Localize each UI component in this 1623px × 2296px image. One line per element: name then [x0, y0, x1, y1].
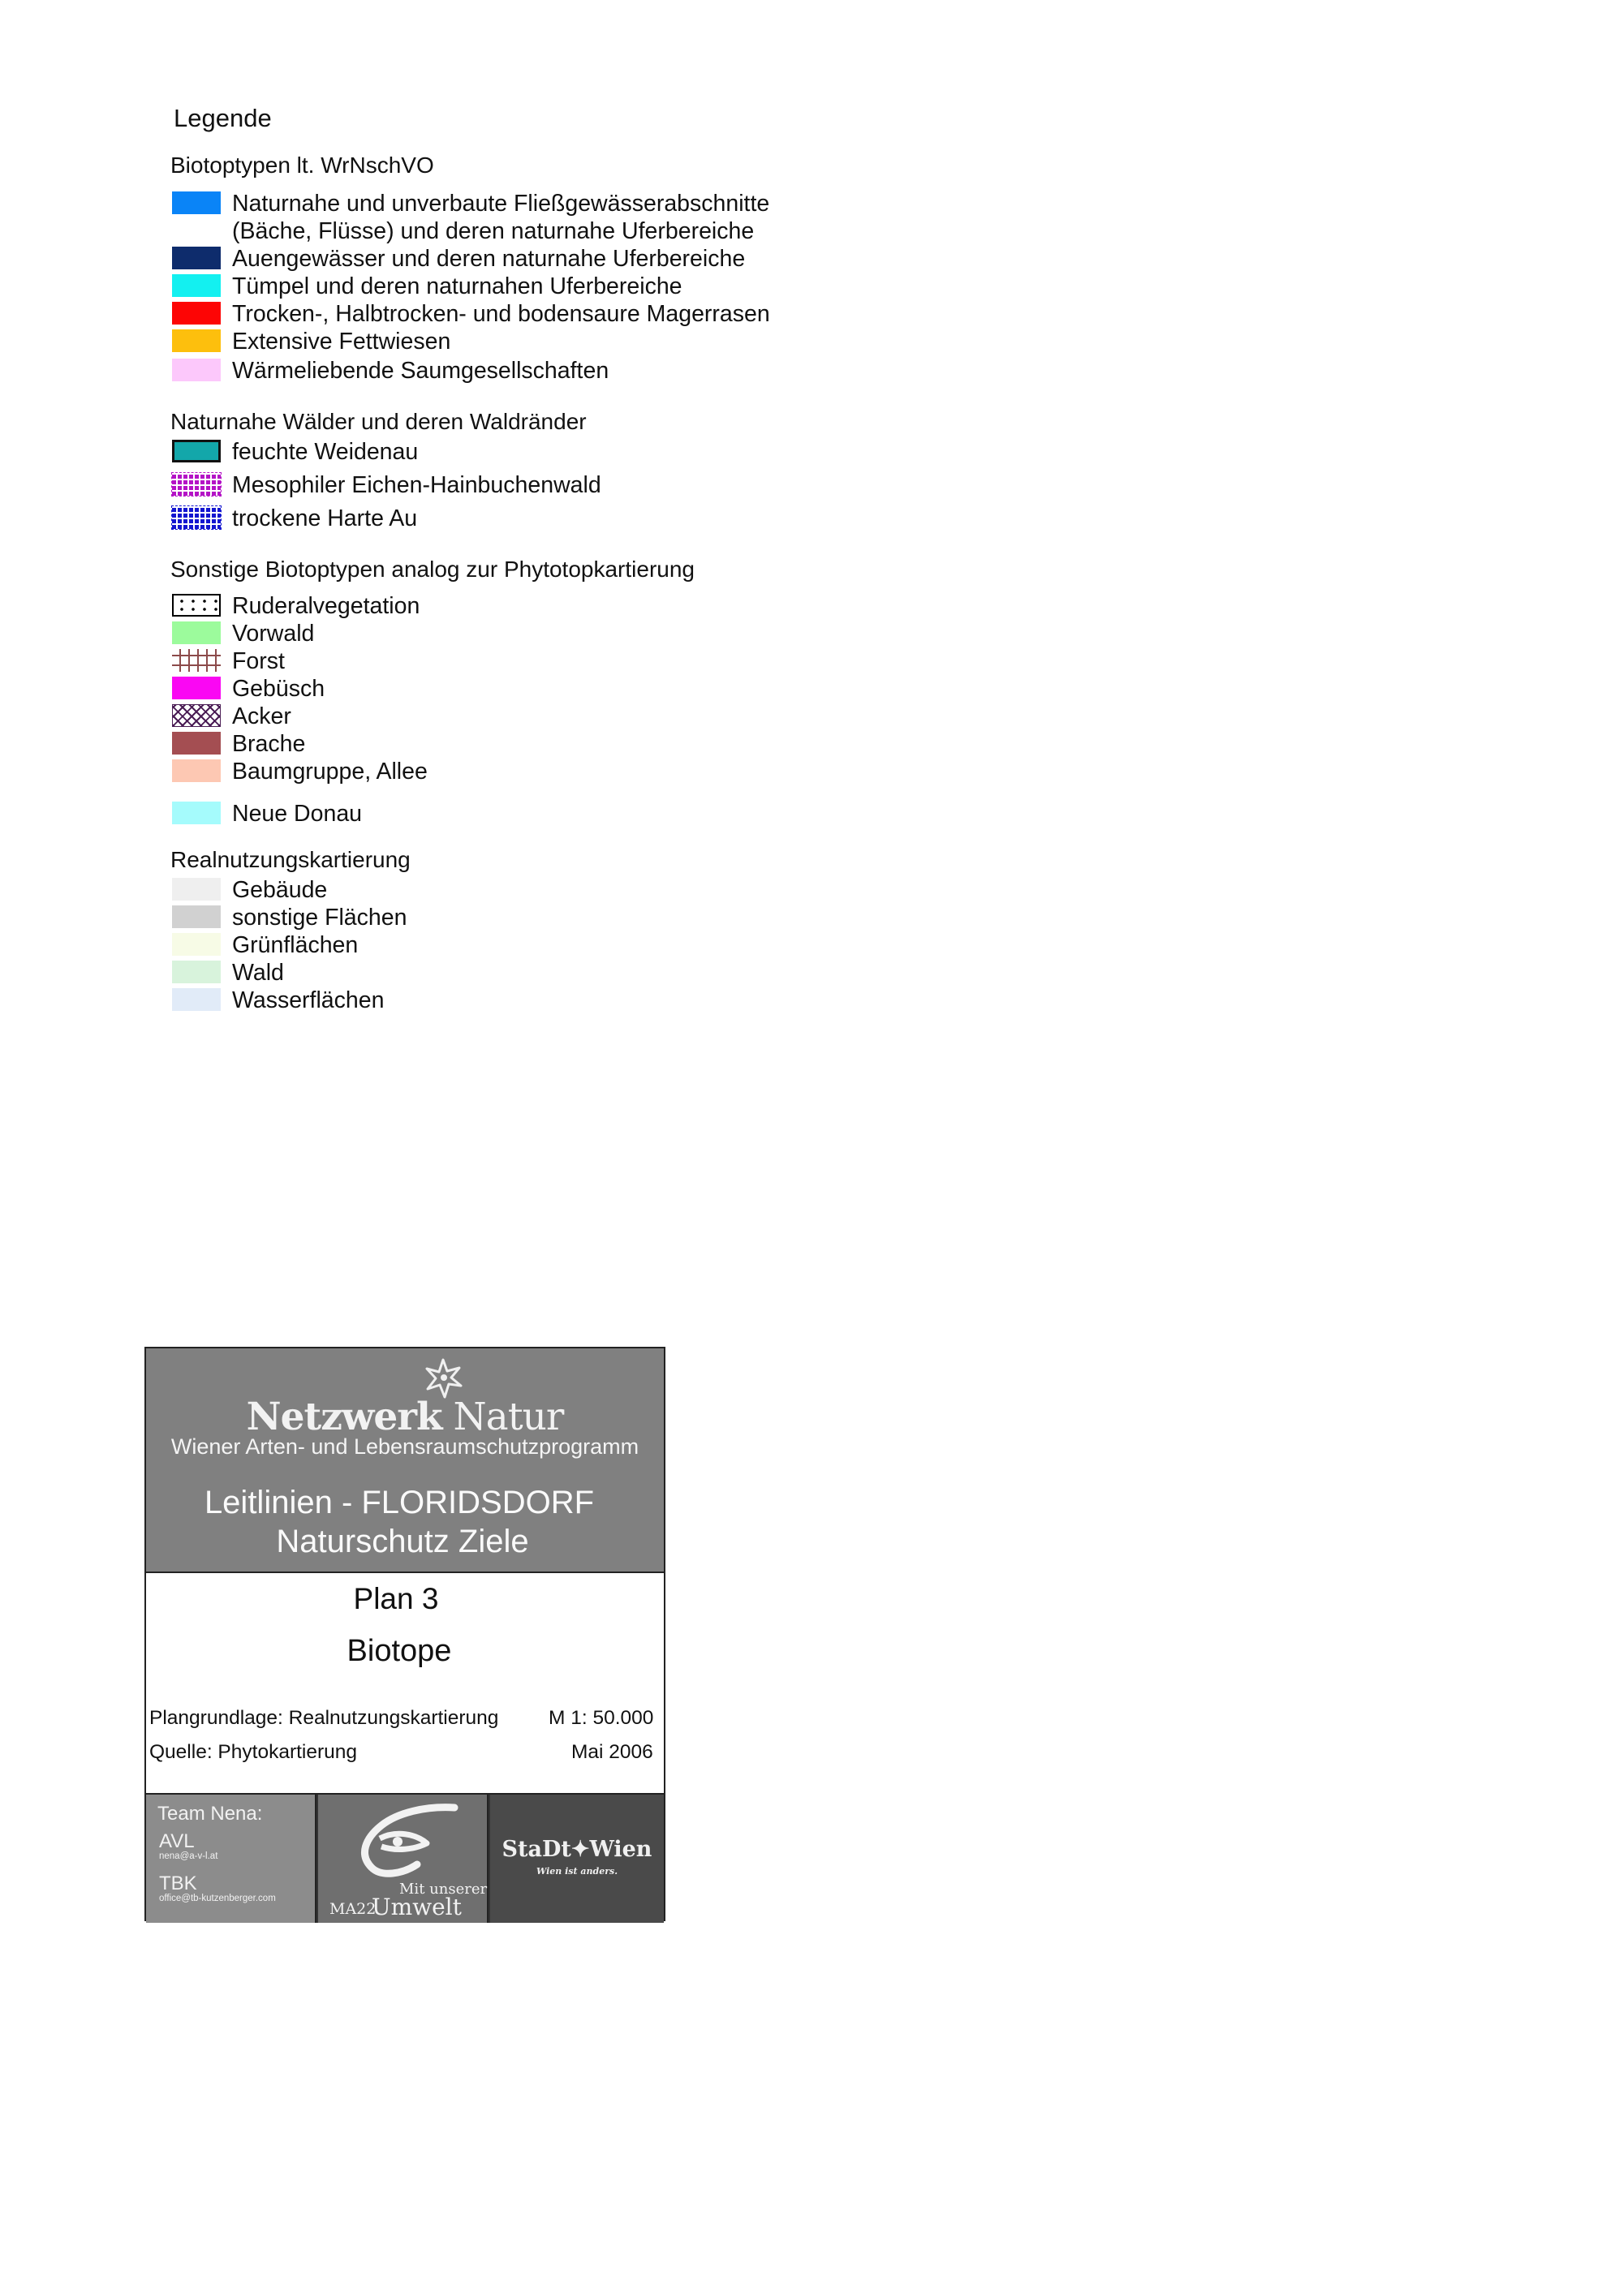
brand-name: [146, 1395, 664, 1439]
legend-swatch: [172, 274, 221, 297]
plan-date: Mai 2006: [571, 1741, 653, 1763]
plan-title-line1: Leitlinien - FLORIDSDORF: [204, 1485, 595, 1520]
plan-title-line2: Naturschutz Ziele: [276, 1524, 529, 1559]
ma22-logo-icon: [349, 1801, 463, 1890]
legend-swatch: [172, 905, 221, 928]
legend-item-label: Extensive Fettwiesen: [232, 329, 451, 355]
legend-swatch: [172, 621, 221, 644]
ma22-code: MA22: [329, 1900, 377, 1918]
legend-section-title: Sonstige Biotoptypen analog zur Phytotopkartierung: [170, 557, 695, 582]
legend-title: Legende: [174, 104, 272, 132]
legend-item-label: Neue Donau: [232, 801, 363, 827]
legend-item-label-line2: (Bäche, Flüsse) und deren naturnahe Uferbereiche: [232, 218, 755, 244]
legend-swatch: [172, 933, 221, 956]
legend-swatch: [172, 802, 221, 824]
plan-source: Quelle: Phytokartierung: [149, 1741, 358, 1763]
title-block-footer: [146, 1793, 664, 1923]
plan-number: Plan 3: [353, 1582, 439, 1615]
legend-item-label: sonstige Flächen: [232, 905, 407, 931]
legend-item-label: Auengewässer und deren naturnahe Uferbereiche: [232, 246, 746, 272]
legend-swatch: [172, 759, 221, 782]
legend-swatch: [172, 329, 221, 352]
legend-swatch: [172, 473, 221, 496]
team-avl-email: nena@a-v-l.at: [159, 1851, 218, 1861]
legend-swatch: [172, 649, 221, 672]
title-block-header: [146, 1348, 664, 1573]
legend-swatch: [172, 247, 221, 269]
ma22-panel: [318, 1795, 489, 1923]
stadt-wien-panel: [490, 1795, 664, 1923]
stadt-wien-slogan: Wien ist anders.: [536, 1866, 618, 1877]
legend-item-label: Vorwald: [232, 621, 315, 647]
legend-item-label: Brache: [232, 731, 306, 757]
plan-scale: M 1: 50.000: [549, 1707, 654, 1729]
legend-item-label: Wärmeliebende Saumgesellschaften: [232, 358, 609, 384]
legend-item-label: Acker: [232, 703, 291, 729]
legend-item-label: trockene Harte Au: [232, 505, 418, 531]
legend-item-label: Gebäude: [232, 877, 328, 903]
legend-swatch: [172, 359, 221, 381]
legend-swatch: [172, 704, 221, 727]
legend-section-title: Naturnahe Wälder und deren Waldränder: [170, 409, 587, 434]
legend-swatch: [172, 594, 221, 617]
legend-item-label: Trocken-, Halbtrocken- und bodensaure Magerrasen: [232, 301, 770, 327]
legend-section-title: Realnutzungskartierung: [170, 847, 411, 872]
legend-item-label: Baumgruppe, Allee: [232, 759, 428, 785]
brand-name-bold: Netzwerk: [246, 1395, 442, 1439]
plan-name: Biotope: [347, 1634, 452, 1668]
legend-swatch: [172, 732, 221, 755]
plan-basis: Plangrundlage: Realnutzungskartierung: [149, 1707, 499, 1729]
legend-item-label: Wasserflächen: [232, 987, 385, 1013]
legend-item-label: Mesophiler Eichen-Hainbuchenwald: [232, 472, 601, 498]
ma22-word: Umwelt: [372, 1894, 462, 1920]
legend-swatch: [172, 506, 221, 529]
team-nena-panel: [146, 1795, 316, 1923]
legend-swatch: [172, 878, 221, 901]
legend-item-label: Tümpel und deren naturnahen Uferbereiche: [232, 273, 682, 299]
brand-name-light: Natur: [441, 1395, 564, 1439]
legend-section-title: Biotoptypen lt. WrNschVO: [170, 153, 434, 178]
team-avl: AVL: [159, 1830, 195, 1852]
team-tbk: TBK: [159, 1872, 197, 1894]
legend-swatch: [172, 961, 221, 983]
legend-swatch: [172, 302, 221, 325]
legend-item-label: feuchte Weidenau: [232, 439, 419, 465]
title-block: [144, 1347, 665, 1921]
team-tbk-email: office@tb-kutzenberger.com: [159, 1894, 276, 1903]
team-title: Team Nena:: [157, 1803, 263, 1825]
legend-item-label: Gebüsch: [232, 676, 325, 702]
legend-swatch: [172, 677, 221, 699]
legend-swatch: [172, 988, 221, 1011]
brand-subtitle: Wiener Arten- und Lebensraumschutzprogramm: [170, 1434, 639, 1459]
legend-swatch: [172, 191, 221, 214]
legend-item-label: Grünflächen: [232, 932, 359, 958]
legend-item-label: Wald: [232, 960, 284, 986]
stadt-wien-logo: StaDt✦Wien: [502, 1837, 652, 1862]
legend-item-label: Naturnahe und unverbaute Fließgewässerabschnitte: [232, 191, 770, 217]
legend-swatch: [172, 440, 221, 462]
ma22-slogan: Mit unserer: [399, 1881, 488, 1898]
legend-item-label: Ruderalvegetation: [232, 593, 420, 619]
legend-item-label: Forst: [232, 648, 285, 674]
